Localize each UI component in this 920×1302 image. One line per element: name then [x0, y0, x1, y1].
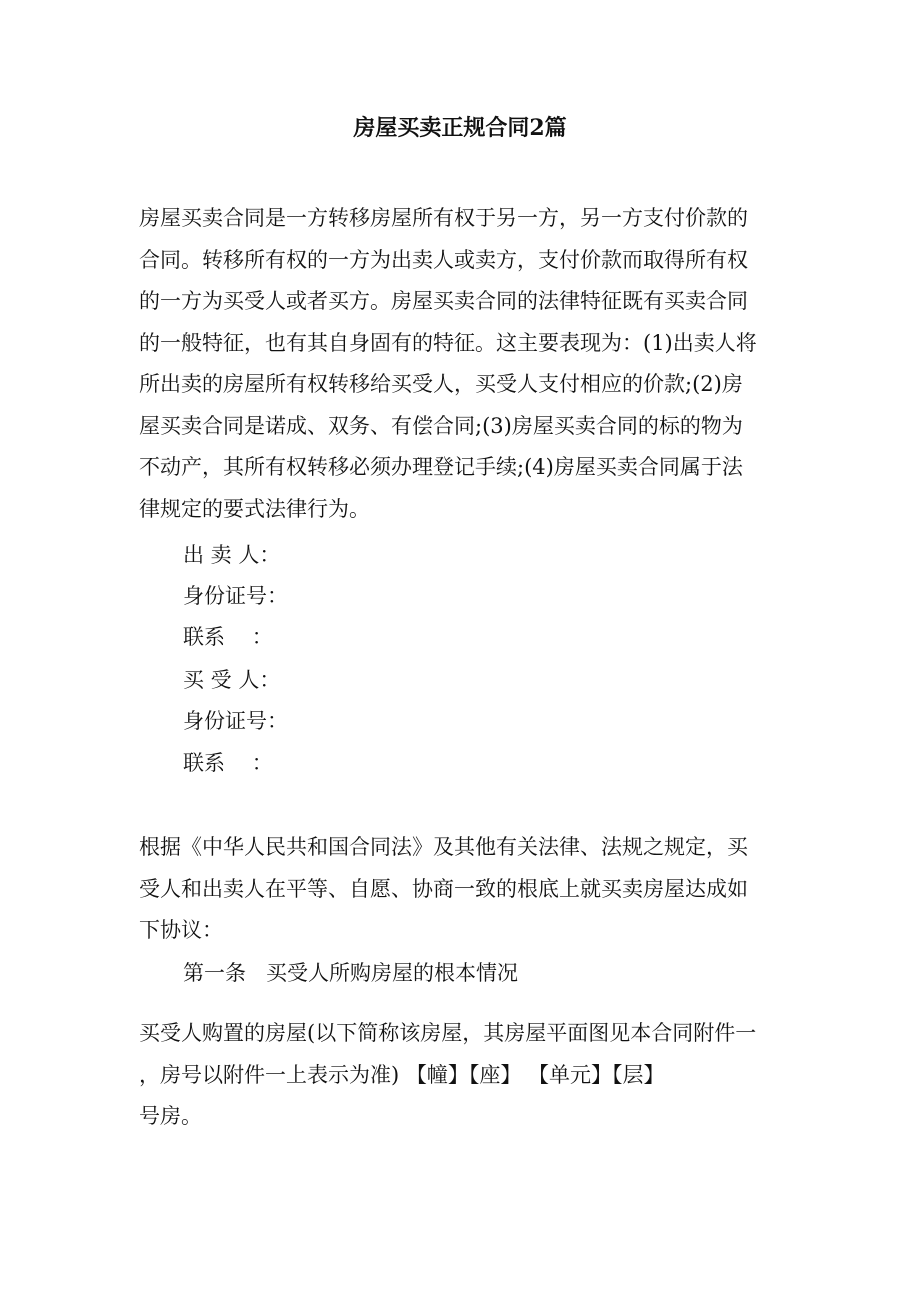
intro-line: 的一方为买受人或者买方。房屋买卖合同的法律特征既有买卖合同 — [139, 289, 748, 313]
intro-line: 的一般特征，也有其自身固有的特征。这主要表现为：(1)出卖人将 — [139, 330, 757, 355]
intro-line: 合同。转移所有权的一方为出卖人或卖方，支付价款而取得所有权 — [139, 247, 748, 272]
article-one-heading: 第一条 买受人所购房屋的根本情况 — [183, 961, 519, 985]
house-line: ，房号以附件一上表示为准) 【幢】【座】 【单元】【层】 — [139, 1062, 665, 1087]
seller-contact-field: 联系 ： — [183, 625, 273, 649]
basis-line: 下协议： — [139, 918, 223, 942]
basis-line: 根据《中华人民共和国合同法》及其他有关法律、法规之规定，买 — [139, 835, 748, 859]
basis-line: 受人和出卖人在平等、自愿、协商一致的根底上就买卖房屋达成如 — [139, 876, 748, 901]
house-line: 买受人购置的房屋(以下简称该房屋，其房屋平面图见本合同附件一 — [139, 1021, 757, 1045]
basis-paragraph — [139, 827, 784, 952]
intro-line: 屋买卖合同是诺成、双务、有偿合同;(3)房屋买卖合同的标的物为 — [139, 413, 743, 438]
buyer-id-field: 身份证号： — [183, 709, 288, 733]
house-paragraph — [139, 1013, 784, 1138]
house-line: 号房。 — [139, 1104, 202, 1128]
seller-field: 出 卖 人： — [183, 543, 281, 567]
intro-line: 所出卖的房屋所有权转移给买受人，买受人支付相应的价款;(2)房 — [139, 372, 743, 396]
buyer-field: 买 受 人： — [183, 668, 281, 692]
seller-id-field: 身份证号： — [183, 584, 288, 608]
document-title: 房屋买卖正规合同2篇 — [353, 115, 567, 141]
buyer-contact-field: 联系 ： — [183, 751, 273, 775]
intro-line: 不动产，其所有权转移必须办理登记手续;(4)房屋买卖合同属于法 — [139, 455, 743, 479]
intro-line: 房屋买卖合同是一方转移房屋所有权于另一方，另一方支付价款的 — [139, 206, 748, 230]
intro-line: 律规定的要式法律行为。 — [139, 496, 370, 521]
intro-paragraph — [139, 198, 784, 530]
